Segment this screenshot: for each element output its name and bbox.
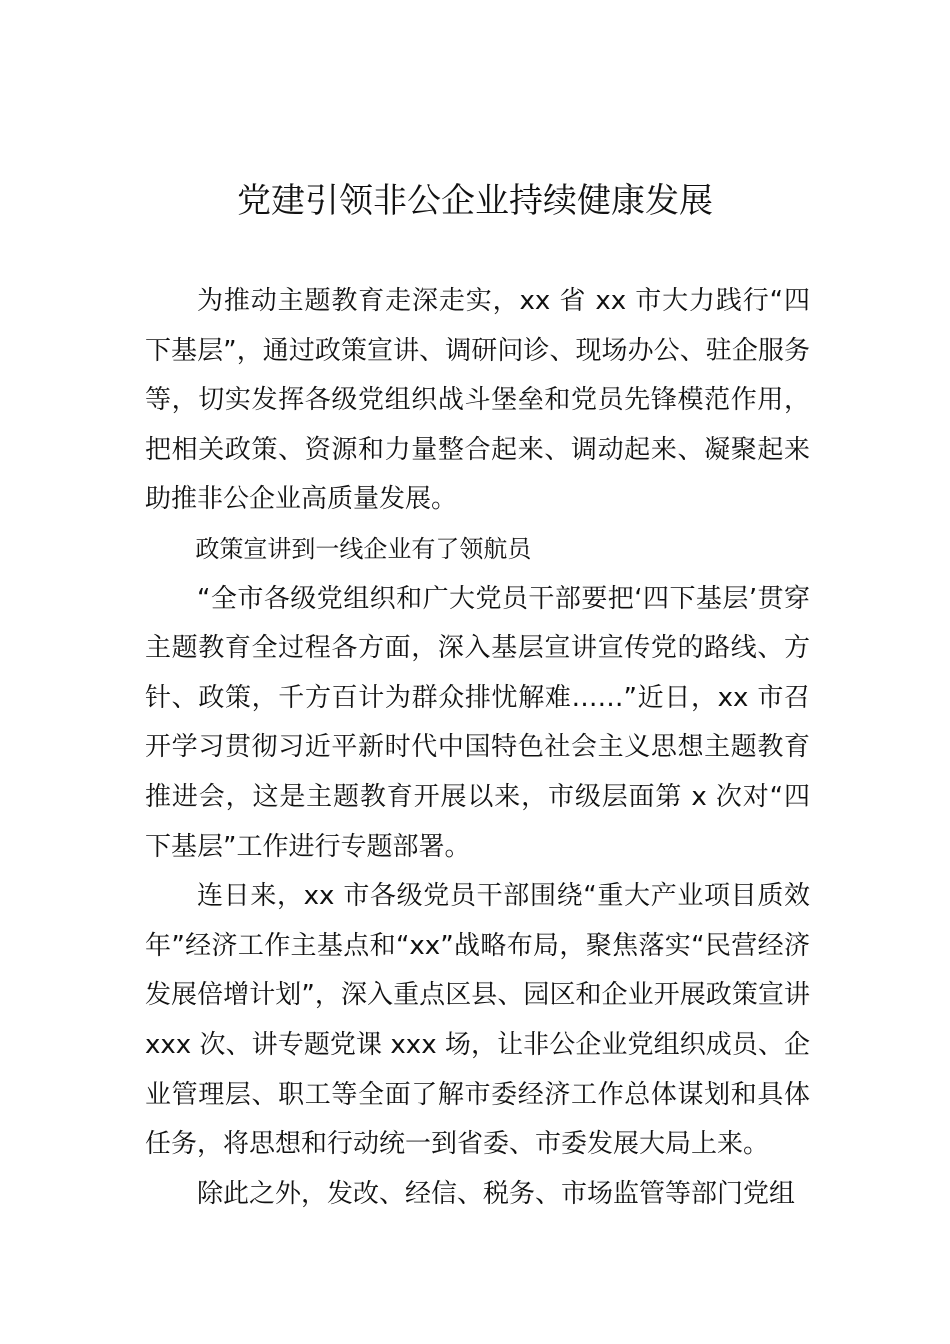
document-title: 党建引领非公企业持续健康发展 <box>237 181 713 221</box>
section-heading: 政策宣讲到一线企业有了领航员 <box>195 534 532 563</box>
paragraph-intro: 为推动主题教育走深走实，xx 省 xx 市大力践行“四下基层”，通过政策宣讲、调研问诊、现场办公、驻企服务等，切实发挥各级党组织战斗堡垒和党员先锋模范作用，把相关政策、资源和力量整合起来、调动起来、凝聚起来助推非公企业高质量发展。 <box>145 286 810 515</box>
paragraph-departments: 除此之外，发改、经信、税务、市场监管等部门党组 <box>197 1178 796 1209</box>
document-body <box>145 277 810 1219</box>
paragraph-quote: “全市各级党组织和广大党员干部要把‘四下基层’贯穿主题教育全过程各方面，深入基层宣讲宣传党的路线、方针、政策，千方百计为群众排忧解难……”近日，xx 市召开学习贯彻习近平新时代中国特色社会主义思想主题教育推进会，这是主题教育开展以来，市级层面第 x 次对“四下基层”工作进行专题部署。 <box>145 583 810 862</box>
paragraph-activities: 连日来，xx 市各级党员干部围绕“重大产业项目质效年”经济工作主基点和“xx”战略布局，聚焦落实“民营经济发展倍增计划”，深入重点区县、园区和企业开展政策宣讲 xxx 次、讲专题党课 xxx 场，让非公企业党组织成员、企业管理层、职工等全面了解市委经济工作总体谋划和具体任务，将思想和行动统一到省委、市委发展大局上来。 <box>145 881 810 1160</box>
